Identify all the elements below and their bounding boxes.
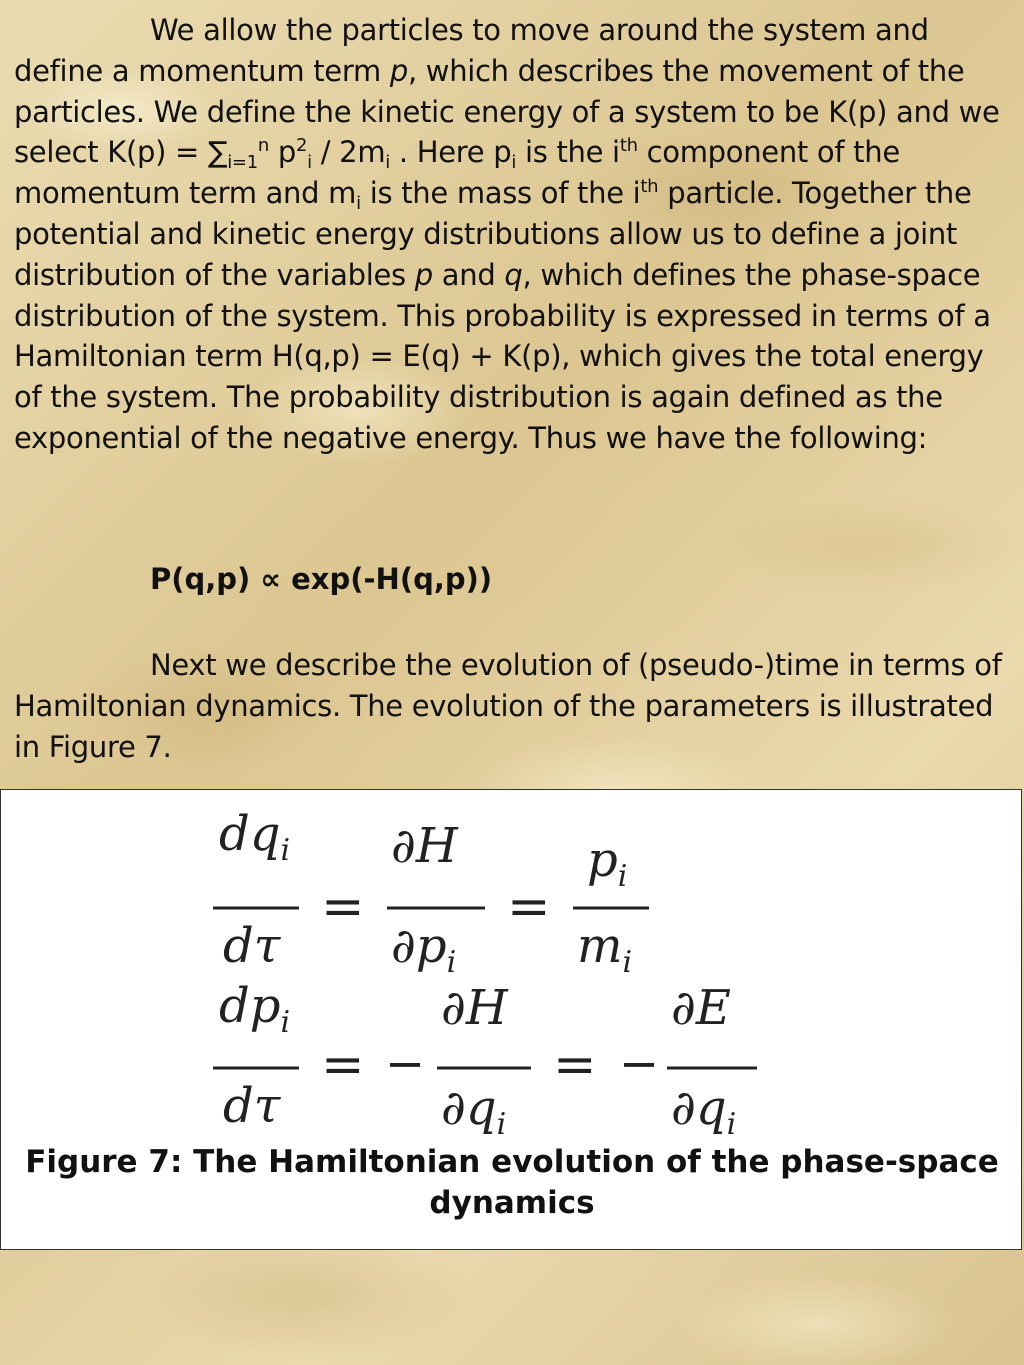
paragraph-hamiltonian-dynamics	[14, 645, 1010, 767]
fraction-dpi-dtau	[213, 978, 299, 1134]
svg-text:mi: $m_i$	[577, 918, 633, 980]
equals-sign: =	[321, 877, 365, 937]
svg-text:∂qi: $\partial q_i$	[671, 1080, 737, 1142]
svg-text:∂pi: $\partial p_i$	[391, 918, 457, 980]
svg-text:∂H: ∂H	[441, 980, 508, 1036]
variable-p: p	[414, 257, 433, 292]
paragraph-1-text: We allow the particles to move around the system and define a momentum term p, which describes the movement of the particles. We define the kinetic energy of a system to be K(p) and we select $K(p) = \sum_{i=1}^n$ $p^2_i / 2m_i$ . Here $p_i$ is the $i^{th}$ component of the momentum term and $m_i$ is the mass of the $i^{th}$ particle. Together the potential and kinetic energy distributions allow us to define a joint distribution of the variables p and q, which defines the phase-space distribution of the system. This probability is expressed in terms of a Hamiltonian term H(q,p) = E(q) + K(p), which gives the total energy of the system. The probability distribution is again defined as the exponential of the negative energy. Thus we have the following:	[14, 13, 1000, 455]
svg-text:dpi: $dp_i$	[219, 978, 291, 1040]
fraction-dH-dqi	[437, 980, 531, 1142]
equals-sign: =	[553, 1035, 597, 1095]
fraction-dH-dpi	[387, 818, 485, 980]
probability-formula: P(q,p) ∝ exp(-H(q,p))	[150, 562, 493, 596]
variable-p: p	[389, 53, 408, 88]
figure-caption: Figure 7: The Hamiltonian evolution of the phase-space dynamics	[25, 1144, 999, 1221]
paragraph-kinetic-energy	[14, 10, 1010, 459]
svg-text:∂H: ∂H	[391, 818, 458, 874]
fraction-pi-mi	[573, 832, 649, 980]
svg-text:dτ: dτ	[223, 918, 281, 974]
svg-text:dqi: $dq_i$	[219, 806, 291, 868]
equals-sign: =	[507, 877, 551, 937]
svg-text:pi: $p_i$	[587, 832, 628, 894]
equation-dp-dt	[213, 978, 757, 1142]
paragraph-2-text: Next we describe the evolution of (pseudo-)time in terms of Hamiltonian dynamics. The evolution of the parameters is illustrated in Figure 7.	[14, 648, 1002, 764]
fraction-dE-dqi	[667, 980, 757, 1142]
svg-text:dτ: dτ	[223, 1078, 281, 1134]
hamiltonian-equations	[1, 790, 1023, 1150]
figure-7	[0, 789, 1022, 1250]
minus-sign: −	[619, 1036, 660, 1092]
equation-dq-dt	[213, 806, 649, 980]
svg-text:∂qi: $\partial q_i$	[441, 1080, 507, 1142]
minus-sign: −	[385, 1036, 426, 1092]
equals-sign: =	[321, 1035, 365, 1095]
svg-text:∂E: ∂E	[671, 980, 731, 1036]
variable-q: q	[504, 257, 523, 292]
fraction-dqi-dtau	[213, 806, 299, 974]
